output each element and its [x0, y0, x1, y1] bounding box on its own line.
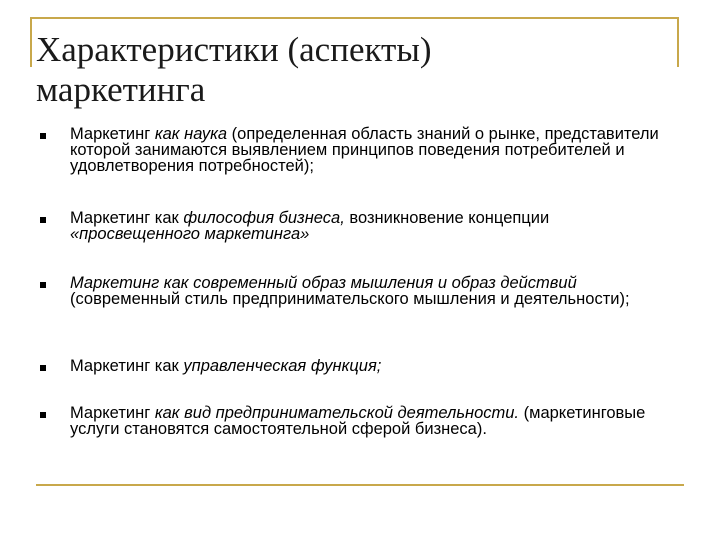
bullet-text	[70, 275, 670, 307]
bullet-text-run: (определенная область знаний о рынке, представители которой занимаются выявлением принципов поведения потребителей и удовлетворения потребностей);	[70, 125, 664, 175]
bullet-text	[70, 405, 670, 437]
bullet-text-italic-run: Маркетинг как современный образ мышления и образ действий	[70, 274, 577, 292]
bullet-text-run: Маркетинг	[70, 404, 155, 422]
slide-frame-left	[30, 17, 32, 67]
slide-title-line-1: Характеристики (аспекты)	[36, 30, 432, 69]
slide-bottom-rule	[36, 484, 684, 486]
slide-frame-right	[677, 17, 679, 67]
bullet-text-run: возникновение концепции	[344, 209, 554, 227]
bullet-text-italic-run: управленческая функция;	[183, 357, 382, 375]
bullet-text-run: Маркетинг как	[70, 357, 184, 375]
slide-title-line-2: маркетинга	[36, 70, 206, 109]
slide-frame-top	[30, 17, 678, 19]
slide-title	[36, 30, 656, 110]
bullet-text-run: Маркетинг	[70, 125, 155, 143]
bullet-text	[70, 210, 670, 242]
bullet-marker	[40, 282, 46, 288]
bullet-text-run: (маркетинговые услуги становятся самостоятельной сферой бизнеса).	[70, 404, 650, 438]
bullet-marker	[40, 217, 46, 223]
bullet-marker	[40, 365, 46, 371]
bullet-text-italic-run: «просвещенного маркетинга»	[70, 225, 310, 243]
bullet-text-run: (современный стиль предпринимательского мышления и деятельности);	[70, 274, 630, 308]
bullet-marker	[40, 412, 46, 418]
bullet-text	[70, 126, 670, 174]
bullet-text-italic-run: как наука	[154, 125, 228, 143]
bullet-text	[70, 358, 670, 374]
bullet-marker	[40, 133, 46, 139]
bullet-text-italic-run: философия бизнеса,	[183, 209, 345, 227]
bullet-text-italic-run: как вид предпринимательской деятельности.	[154, 404, 520, 422]
bullet-text-run: Маркетинг как	[70, 209, 184, 227]
